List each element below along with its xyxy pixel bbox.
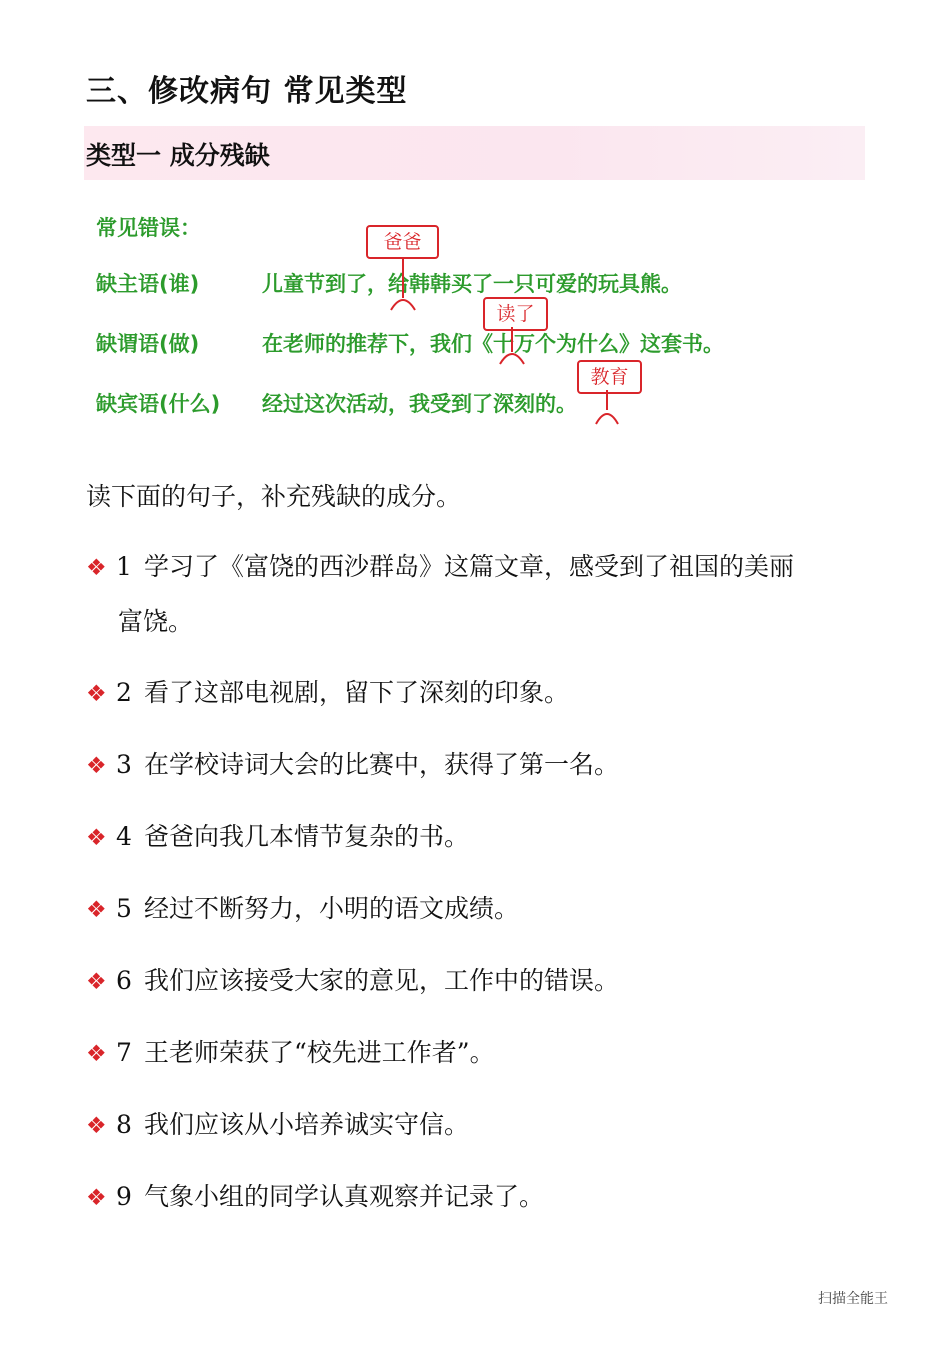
- diamond-cluster-icon: ❖: [86, 1113, 107, 1139]
- diamond-cluster-icon: ❖: [86, 825, 107, 851]
- exercise-item: ❖ 2 看了这部电视剧，留下了深刻的印象。: [86, 666, 569, 721]
- diamond-cluster-icon: ❖: [86, 681, 107, 707]
- error-sentence-object: 经过这次活动，我受到了深刻的。: [262, 392, 577, 416]
- error-label-subject: 缺主语(谁): [96, 272, 200, 296]
- exercise-item: ❖ 7 王老师荣获了“校先进工作者”。: [86, 1026, 495, 1081]
- error-label-object: 缺宾语(什么): [96, 392, 221, 416]
- instruction: 读下面的句子，补充残缺的成分。: [86, 482, 462, 511]
- diamond-cluster-icon: ❖: [86, 1185, 107, 1211]
- insert-tag-predicate: 读了: [483, 297, 548, 331]
- exercise-item: ❖ 6 我们应该接受大家的意见，工作中的错误。: [86, 954, 619, 1009]
- exercise-item: ❖ 4 爸爸向我几本情节复杂的书。: [86, 810, 469, 865]
- exercise-item: ❖ 9 气象小组的同学认真观察并记录了。: [86, 1170, 544, 1225]
- insert-mark-object: [596, 390, 618, 424]
- error-sentence-subject: 儿童节到了，给韩韩买了一只可爱的玩具熊。: [262, 272, 682, 296]
- diamond-cluster-icon: ❖: [86, 555, 107, 581]
- section-title: 类型一 成分残缺: [86, 141, 270, 170]
- diamond-cluster-icon: ❖: [86, 969, 107, 995]
- watermark: 扫描全能王: [818, 1291, 888, 1307]
- page-heading: 三、修改病句 常见类型: [86, 74, 408, 109]
- exercise-item: ❖ 8 我们应该从小培养诚实守信。: [86, 1098, 469, 1153]
- diamond-cluster-icon: ❖: [86, 1041, 107, 1067]
- insert-tag-subject: 爸爸: [366, 225, 439, 259]
- error-label-predicate: 缺谓语(做): [96, 332, 200, 356]
- error-sentence-predicate: 在老师的推荐下，我们《十万个为什么》这套书。: [262, 332, 724, 356]
- diamond-cluster-icon: ❖: [86, 753, 107, 779]
- diamond-cluster-icon: ❖: [86, 897, 107, 923]
- errors-label: 常见错误：: [96, 216, 201, 240]
- insert-tag-object: 教育: [577, 360, 642, 394]
- exercise-item: ❖ 3 在学校诗词大会的比赛中，获得了第一名。: [86, 738, 619, 793]
- exercise-item: ❖ 1 学习了《富饶的西沙群岛》这篇文章，感受到了祖国的美丽 富饶。: [86, 540, 794, 649]
- exercise-item: ❖ 5 经过不断努力，小明的语文成绩。: [86, 882, 519, 937]
